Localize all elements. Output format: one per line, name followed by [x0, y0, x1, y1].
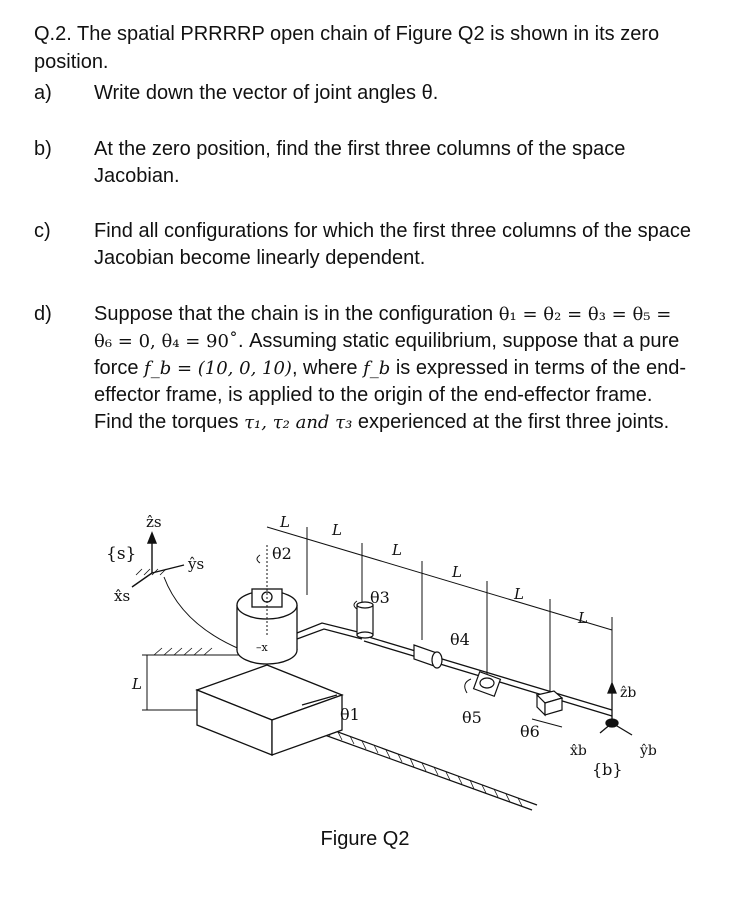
question-title: Q.2. The spatial PRRRRP open chain of Figure Q2 is shown in its zero position.	[34, 23, 660, 73]
part-c-label: c)	[34, 220, 51, 242]
joint3-cylinder	[357, 602, 373, 638]
fb-math: f_b	[363, 358, 391, 379]
label-yb: ŷb	[640, 743, 657, 759]
label-xs: x̂s	[114, 587, 131, 605]
arrow-marker: –x	[256, 641, 268, 654]
part-a-text: Write down the vector of joint angles θ.	[94, 82, 439, 104]
label-theta5: θ5	[462, 708, 482, 727]
label-L-vertical: L	[132, 675, 142, 693]
base-block	[197, 665, 342, 755]
label-L2: L	[332, 521, 342, 539]
space-frame	[132, 533, 184, 587]
length-dimensions	[267, 527, 612, 710]
label-theta2: θ2	[272, 544, 292, 563]
part-a-label: a)	[34, 82, 52, 104]
frame-leader-curve	[164, 577, 242, 650]
label-b-frame: {b}	[592, 760, 623, 779]
label-zb: ẑb	[620, 685, 637, 701]
label-theta1: θ1	[340, 705, 360, 724]
part-d-text: Suppose that the chain is in the configuration θ₁ = θ₂ = θ₃ = θ₅ = θ₆ = 0, θ₄ = 90˚. Assuming static equilibrium, suppose that a pure force f_b = (10, 0, 10), where f_b is expressed in terms of the end-effector frame, is applied to the origin of the end-effector frame. Find the torques τ₁, τ₂ and τ₃ experienced at the first three joints.	[94, 303, 686, 433]
theta2-arrow	[257, 555, 260, 563]
part-b-label: b)	[34, 138, 52, 160]
torques-math: τ₁, τ₂ and τ₃	[244, 412, 353, 433]
label-theta3: θ3	[370, 588, 390, 607]
label-s-frame: {s}	[106, 544, 137, 564]
configuration-math: θ₁ = θ₂ = θ₃ = θ₅ = θ₆ = 0, θ₄ = 90˚	[94, 304, 672, 352]
joint4-cylinder	[414, 645, 442, 668]
label-L5: L	[514, 585, 524, 603]
label-L1: L	[280, 513, 290, 531]
figure-caption: Figure Q2	[320, 828, 410, 850]
theta5-arrow	[465, 679, 471, 693]
figure-q2	[92, 505, 692, 815]
label-L3: L	[392, 541, 402, 559]
floor-hatch	[154, 648, 212, 655]
label-ys: ŷs	[188, 555, 205, 573]
label-L6: L	[578, 609, 588, 627]
label-theta4: θ4	[450, 630, 470, 649]
joint6-block	[537, 691, 562, 715]
label-L4: L	[452, 563, 462, 581]
force-math: f_b = (10, 0, 10)	[144, 358, 292, 379]
part-c-text: Find all configurations for which the first three columns of the space Jacobian become linearly dependent.	[94, 220, 691, 269]
part-d-label: d)	[34, 303, 52, 325]
label-theta6: θ6	[520, 722, 540, 741]
part-b-text: At the zero position, find the first three columns of the space Jacobian.	[94, 138, 626, 187]
label-xb: x̂b	[570, 743, 587, 759]
label-zs: ẑs	[146, 513, 162, 531]
